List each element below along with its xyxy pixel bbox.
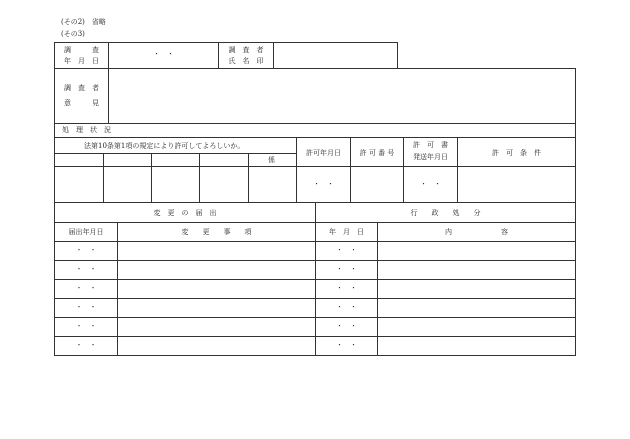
table-row-admin-date[interactable]: ・ ・: [336, 283, 357, 292]
change-notice-title: 変 更 の 届 出: [153, 208, 217, 217]
permit-number-label: 許 可 番 号: [359, 148, 395, 157]
permit-send-label-bottom: 発送年月日: [413, 153, 448, 161]
table-row-notice-date[interactable]: ・ ・: [75, 302, 97, 311]
approval-question: 法第10条第1項の規定により許可してよろしいか。: [84, 142, 245, 150]
approval-stamp-box-staff[interactable]: [249, 167, 296, 202]
admin-action-title: 行 政 処 分: [410, 208, 481, 217]
table-row-notice-date[interactable]: ・ ・: [75, 283, 97, 292]
approval-stamp-box-3[interactable]: [152, 167, 199, 202]
opinion-label-bottom: 意 見: [64, 98, 99, 107]
staff-label: 係: [268, 156, 275, 164]
table-row-content[interactable]: [378, 261, 575, 279]
table-row-change-items[interactable]: [118, 280, 315, 298]
opinion-field[interactable]: [109, 69, 575, 123]
col-content: 内 容: [445, 227, 508, 236]
survey-date-label-top: 調 査: [64, 45, 99, 54]
col-change-items: 変 更 事 項: [181, 227, 252, 236]
table-row-change-items[interactable]: [118, 261, 315, 279]
permit-condition-label: 許 可 条 件: [492, 148, 541, 157]
table-row-content[interactable]: [378, 280, 575, 298]
surveyor-label-top: 調 査 者: [228, 45, 264, 54]
permit-date-value[interactable]: ・ ・: [313, 179, 334, 188]
note-omitted: (その2) 省略: [61, 18, 106, 26]
table-row-notice-date[interactable]: ・ ・: [75, 245, 97, 254]
table-row-admin-date[interactable]: ・ ・: [336, 340, 357, 349]
opinion-label-top: 調 査 者: [64, 83, 99, 92]
table-row-change-items[interactable]: [118, 318, 315, 336]
table-row-content[interactable]: [378, 318, 575, 336]
table-row-content[interactable]: [378, 337, 575, 355]
table-row-notice-date[interactable]: ・ ・: [75, 340, 97, 349]
table-row-notice-date[interactable]: ・ ・: [75, 321, 97, 330]
table-row-change-items[interactable]: [118, 299, 315, 317]
table-row-admin-date[interactable]: ・ ・: [336, 264, 357, 273]
processing-section-label: 処 理 状 況: [62, 126, 111, 134]
table-row-change-items[interactable]: [118, 337, 315, 355]
permit-date-label: 許可年月日: [306, 148, 341, 157]
send-date-value[interactable]: ・ ・: [420, 179, 441, 188]
permit-send-label-top: 許 可 書: [413, 141, 448, 149]
surveyor-label-bottom: 氏 名 印: [228, 56, 264, 65]
table-row-admin-date[interactable]: ・ ・: [336, 302, 357, 311]
table-row-admin-date[interactable]: ・ ・: [336, 245, 357, 254]
table-row-content[interactable]: [378, 242, 575, 260]
survey-date-value[interactable]: ・ ・: [153, 49, 174, 58]
approval-stamp-box-2[interactable]: [104, 167, 151, 202]
col-notice-date: 届出年月日: [68, 227, 104, 236]
survey-date-label-bottom: 年 月 日: [64, 56, 99, 65]
surveyor-name-seal-field[interactable]: [274, 43, 397, 68]
table-row-content[interactable]: [378, 299, 575, 317]
note-section-3: (その3): [61, 30, 85, 38]
permit-number-field[interactable]: [351, 167, 403, 202]
table-row-notice-date[interactable]: ・ ・: [75, 264, 97, 273]
col-admin-date: 年 月 日: [329, 227, 364, 236]
approval-stamp-box-4[interactable]: [200, 167, 248, 202]
table-row-change-items[interactable]: [118, 242, 315, 260]
approval-stamp-box-1[interactable]: [55, 167, 103, 202]
permit-condition-field[interactable]: [458, 167, 575, 202]
table-row-admin-date[interactable]: ・ ・: [336, 321, 357, 330]
